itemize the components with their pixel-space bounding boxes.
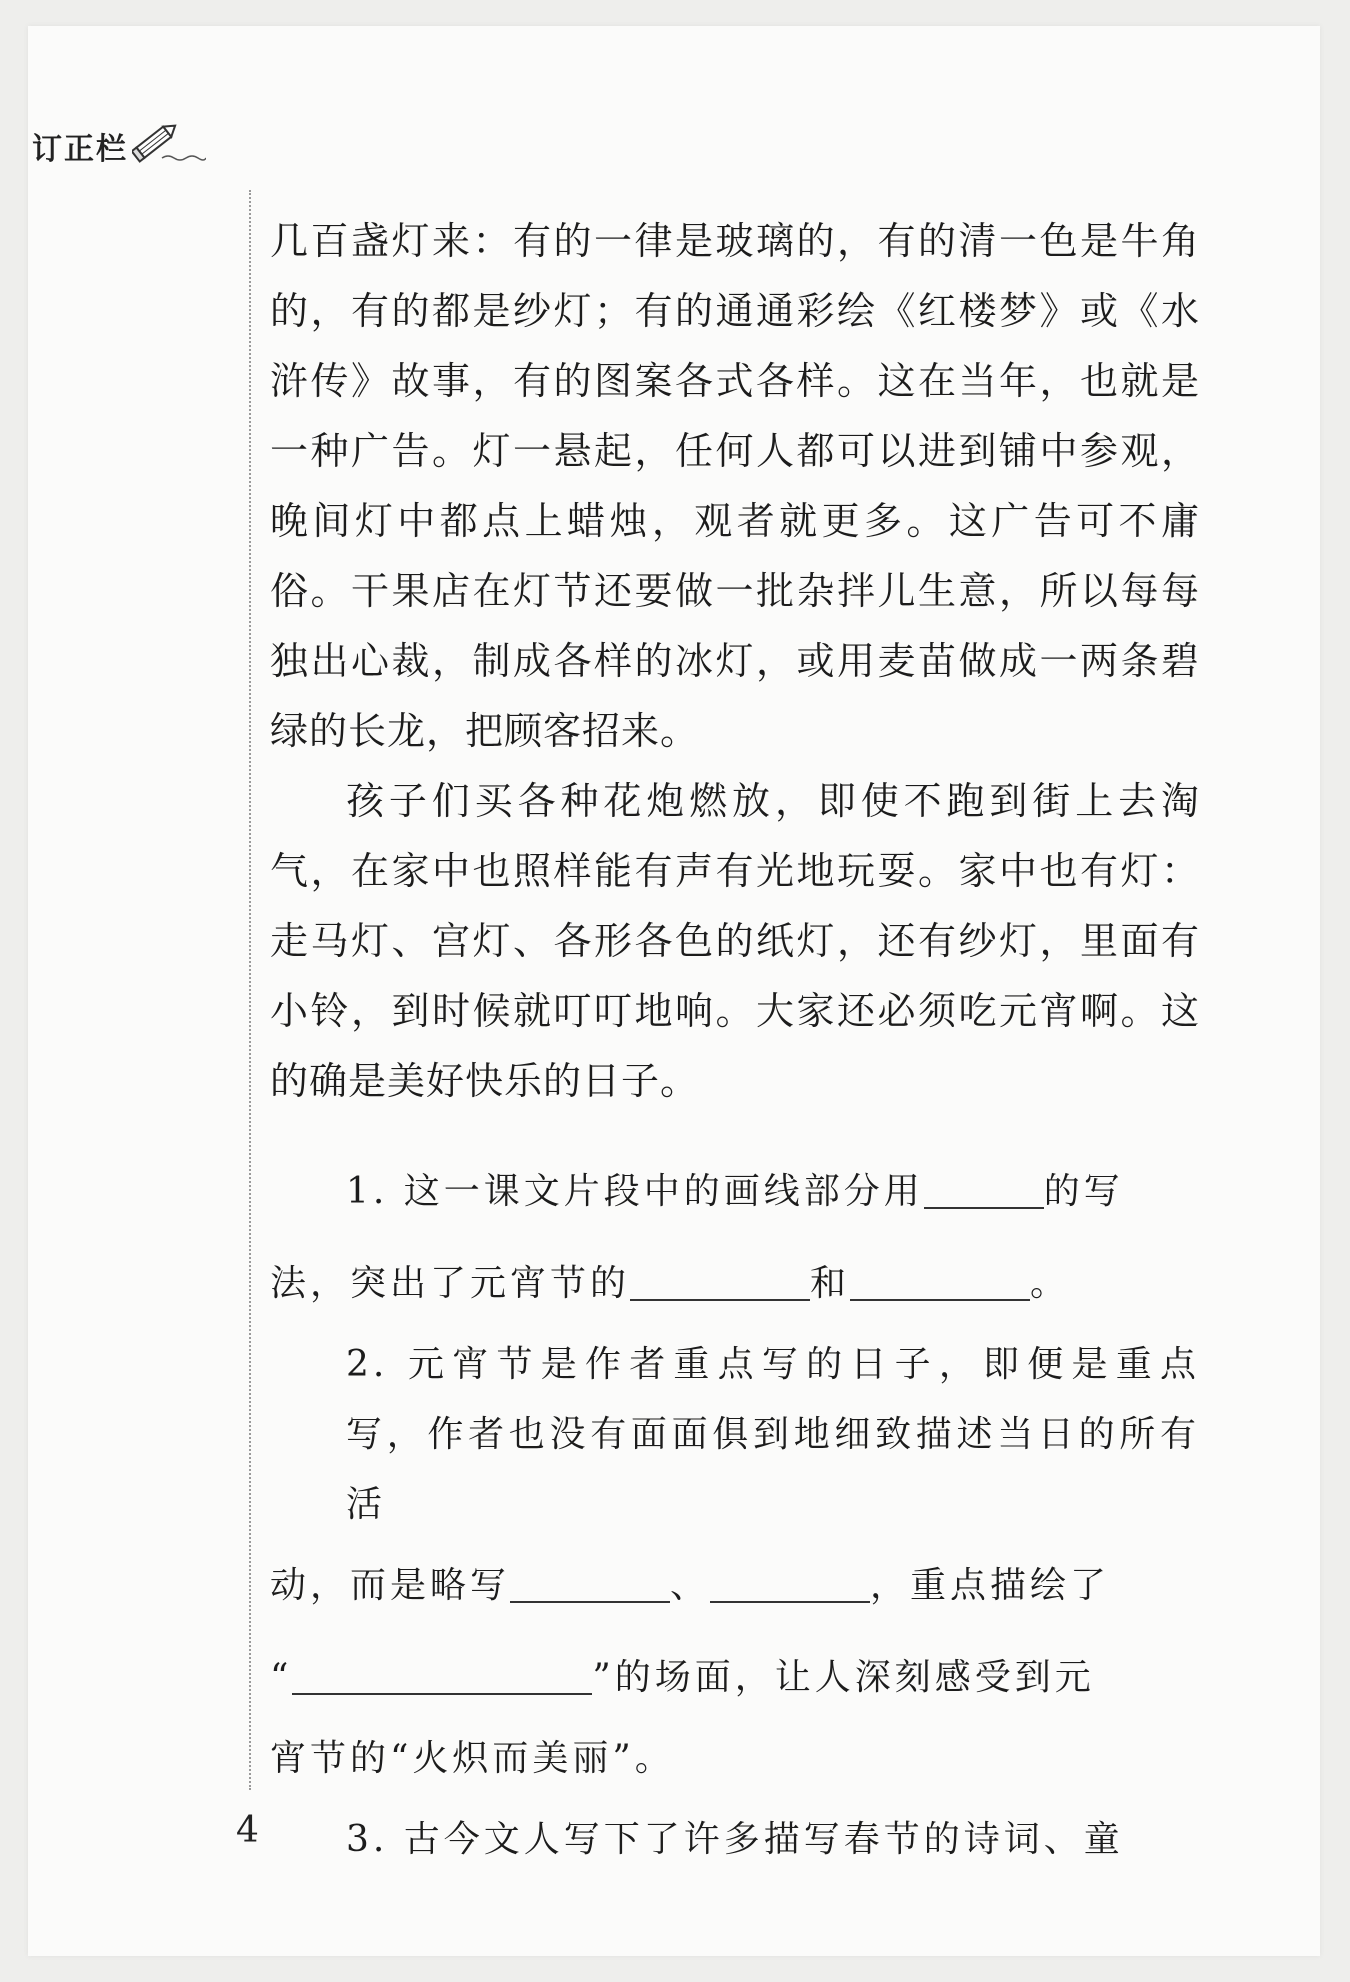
question-3 — [270, 1794, 1200, 1886]
question-1-text-c: 法，突出了元宵节的 — [270, 1263, 631, 1304]
page-number: 4 — [236, 1810, 259, 1851]
question-1-text-b: 的写 — [1043, 1171, 1124, 1212]
question-2 — [270, 1330, 1200, 1794]
passage-paragraph-2: 孩子们买各种花炮燃放，即使不跑到街上去淘气，在家中也照样能有声有光地玩耍。家中也有灯：走马灯、宫灯、各形各色的纸灯，还有纱灯，里面有小铃，到时候就叮叮地响。大家还必须吃元宵啊。这的确是美好快乐的日子。 — [270, 779, 1200, 1103]
question-1-text-e: 。 — [1030, 1263, 1071, 1304]
question-1 — [270, 1146, 1200, 1330]
question-2-text-b: 动，而是略写 — [270, 1565, 511, 1606]
question-2-text-e: “ — [270, 1657, 293, 1698]
answer-blank[interactable] — [850, 1259, 1030, 1301]
question-2-text-f: ”的场面，让人深刻感受到元 — [592, 1657, 1095, 1698]
main-content — [270, 206, 1200, 1886]
answer-blank[interactable] — [710, 1561, 870, 1603]
answer-blank[interactable] — [630, 1259, 810, 1301]
question-2-text-d: ，重点描绘了 — [870, 1565, 1111, 1606]
passage-paragraph-1: 几百盏灯来：有的一律是玻璃的，有的清一色是牛角的，有的都是纱灯；有的通通彩绘《红楼梦》或《水浒传》故事，有的图案各式各样。这在当年，也就是一种广告。灯一悬起，任何人都可以进到铺中参观，晚间灯中都点上蜡烛，观者就更多。这广告可不庸俗。干果店在灯节还要做一批杂拌儿生意，所以每每独出心裁，制成各样的冰灯，或用麦苗做成一两条碧绿的长龙，把顾客招来。 — [270, 219, 1200, 753]
question-2-text-a: 2. 元宵节是作者重点写的日子，即便是重点写，作者也没有面面俱到地细致描述当日的所有活 — [346, 1344, 1200, 1525]
correction-column-label: 订正栏 — [32, 132, 128, 167]
question-1-text-d: 和 — [810, 1263, 851, 1304]
answer-blank[interactable] — [510, 1561, 670, 1603]
correction-column-header — [32, 118, 206, 168]
answer-blank[interactable] — [924, 1167, 1044, 1209]
pencil-icon — [132, 118, 206, 168]
question-1-text-a: 1. 这一课文片段中的画线部分用 — [346, 1171, 924, 1212]
answer-blank[interactable] — [292, 1653, 592, 1695]
questions — [270, 1146, 1200, 1886]
question-2-text-c: 、 — [670, 1565, 711, 1606]
question-2-text-g: 宵节的“火炽而美丽”。 — [270, 1738, 675, 1779]
margin-divider — [249, 190, 251, 1790]
question-3-text: 3. 古今文人写下了许多描写春节的诗词、童 — [346, 1819, 1124, 1860]
